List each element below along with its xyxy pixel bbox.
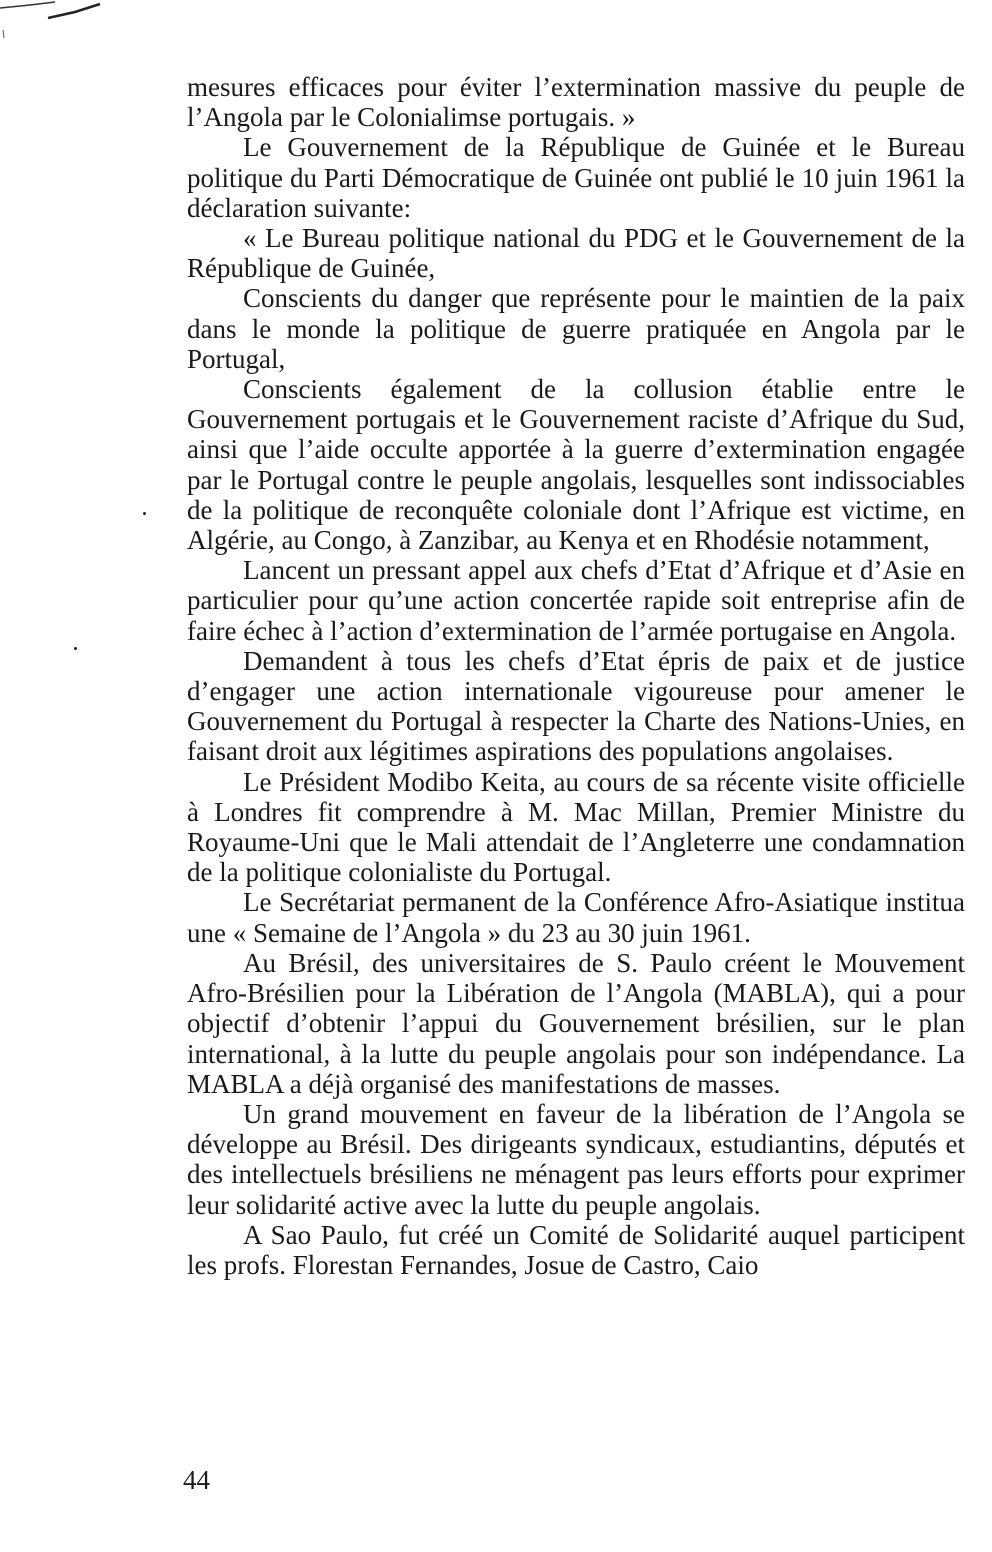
paragraph: Conscients du danger que représente pour le maintien de la paix dans le monde la politique de guerre pratiquée en Angola par le Portugal, [187,283,965,374]
paragraph: Le Président Modibo Keita, au cours de sa récente visite officielle à Londres fit comprendre à M. Mac Millan, Premier Ministre du Royaume-Uni que le Mali attendait de l’Angleterre une condamnation de la politique colonialiste du Portugal. [187,766,965,888]
paragraph: « Le Bureau politique national du PDG et le Gouvernement de la République de Guinée, [187,223,965,284]
paragraph: Le Secrétariat permanent de la Conférence Afro-Asiatique institua une « Semaine de l’Angola » du 23 au 30 juin 1961. [187,887,965,948]
margin-dot [74,647,77,650]
scan-artifact-mark [0,0,120,40]
paragraph: Lancent un pressant appel aux chefs d’Etat d’Afrique et d’Asie en particulier pour qu’une action concertée rapide soit entreprise afin de faire échec à l’action d’extermination de l’armée portugaise en Angola. [187,555,965,646]
paragraph: mesures efficaces pour éviter l’extermination massive du peuple de l’Angola par le Colonialimse portugais. » [187,72,965,133]
paragraph: Demandent à tous les chefs d’Etat épris de paix et de justice d’engager une action internationale vigoureuse pour amener le Gouvernement du Portugal à respecter la Charte des Nations-Unies, en faisant droit aux légitimes aspirations des populations angolaises. [187,645,965,767]
paragraph: Un grand mouvement en faveur de la libération de l’Angola se développe au Brésil. Des dirigeants syndicaux, estudiantins, députés et des intellectuels brésiliens ne ménagent pas leurs efforts pour exprimer leur solidarité active avec la lutte du peuple angolais. [187,1098,965,1220]
page-body-text [187,72,965,1280]
paragraph: A Sao Paulo, fut créé un Comité de Solidarité auquel participent les profs. Florestan Fernandes, Josue de Castro, Caio [187,1219,965,1280]
paragraph: Le Gouvernement de la République de Guinée et le Bureau politique du Parti Démocratique de Guinée ont publié le 10 juin 1961 la déclaration suivante: [187,132,965,223]
paragraph: Conscients également de la collusion établie entre le Gouvernement portugais et le Gouvernement raciste d’Afrique du Sud, ainsi que l’aide occulte apportée à la guerre d’extermination engagée par le Portugal contre le peuple angolais, lesquelles sont indissociables de la politique de reconquête coloniale dont l’Afrique est victime, en Algérie, au Congo, à Zanzibar, au Kenya et en Rhodésie notamment, [187,374,965,556]
margin-dot [143,512,146,515]
page-number: 44 [183,1465,210,1495]
paragraph: Au Brésil, des universitaires de S. Paulo créent le Mouvement Afro-Brésilien pour la Libération de l’Angola (MABLA), qui a pour objectif d’obtenir l’appui du Gouvernement brésilien, sur le plan international, à la lutte du peuple angolais pour son indépendance. La MABLA a déjà organisé des manifestations de masses. [187,947,965,1099]
